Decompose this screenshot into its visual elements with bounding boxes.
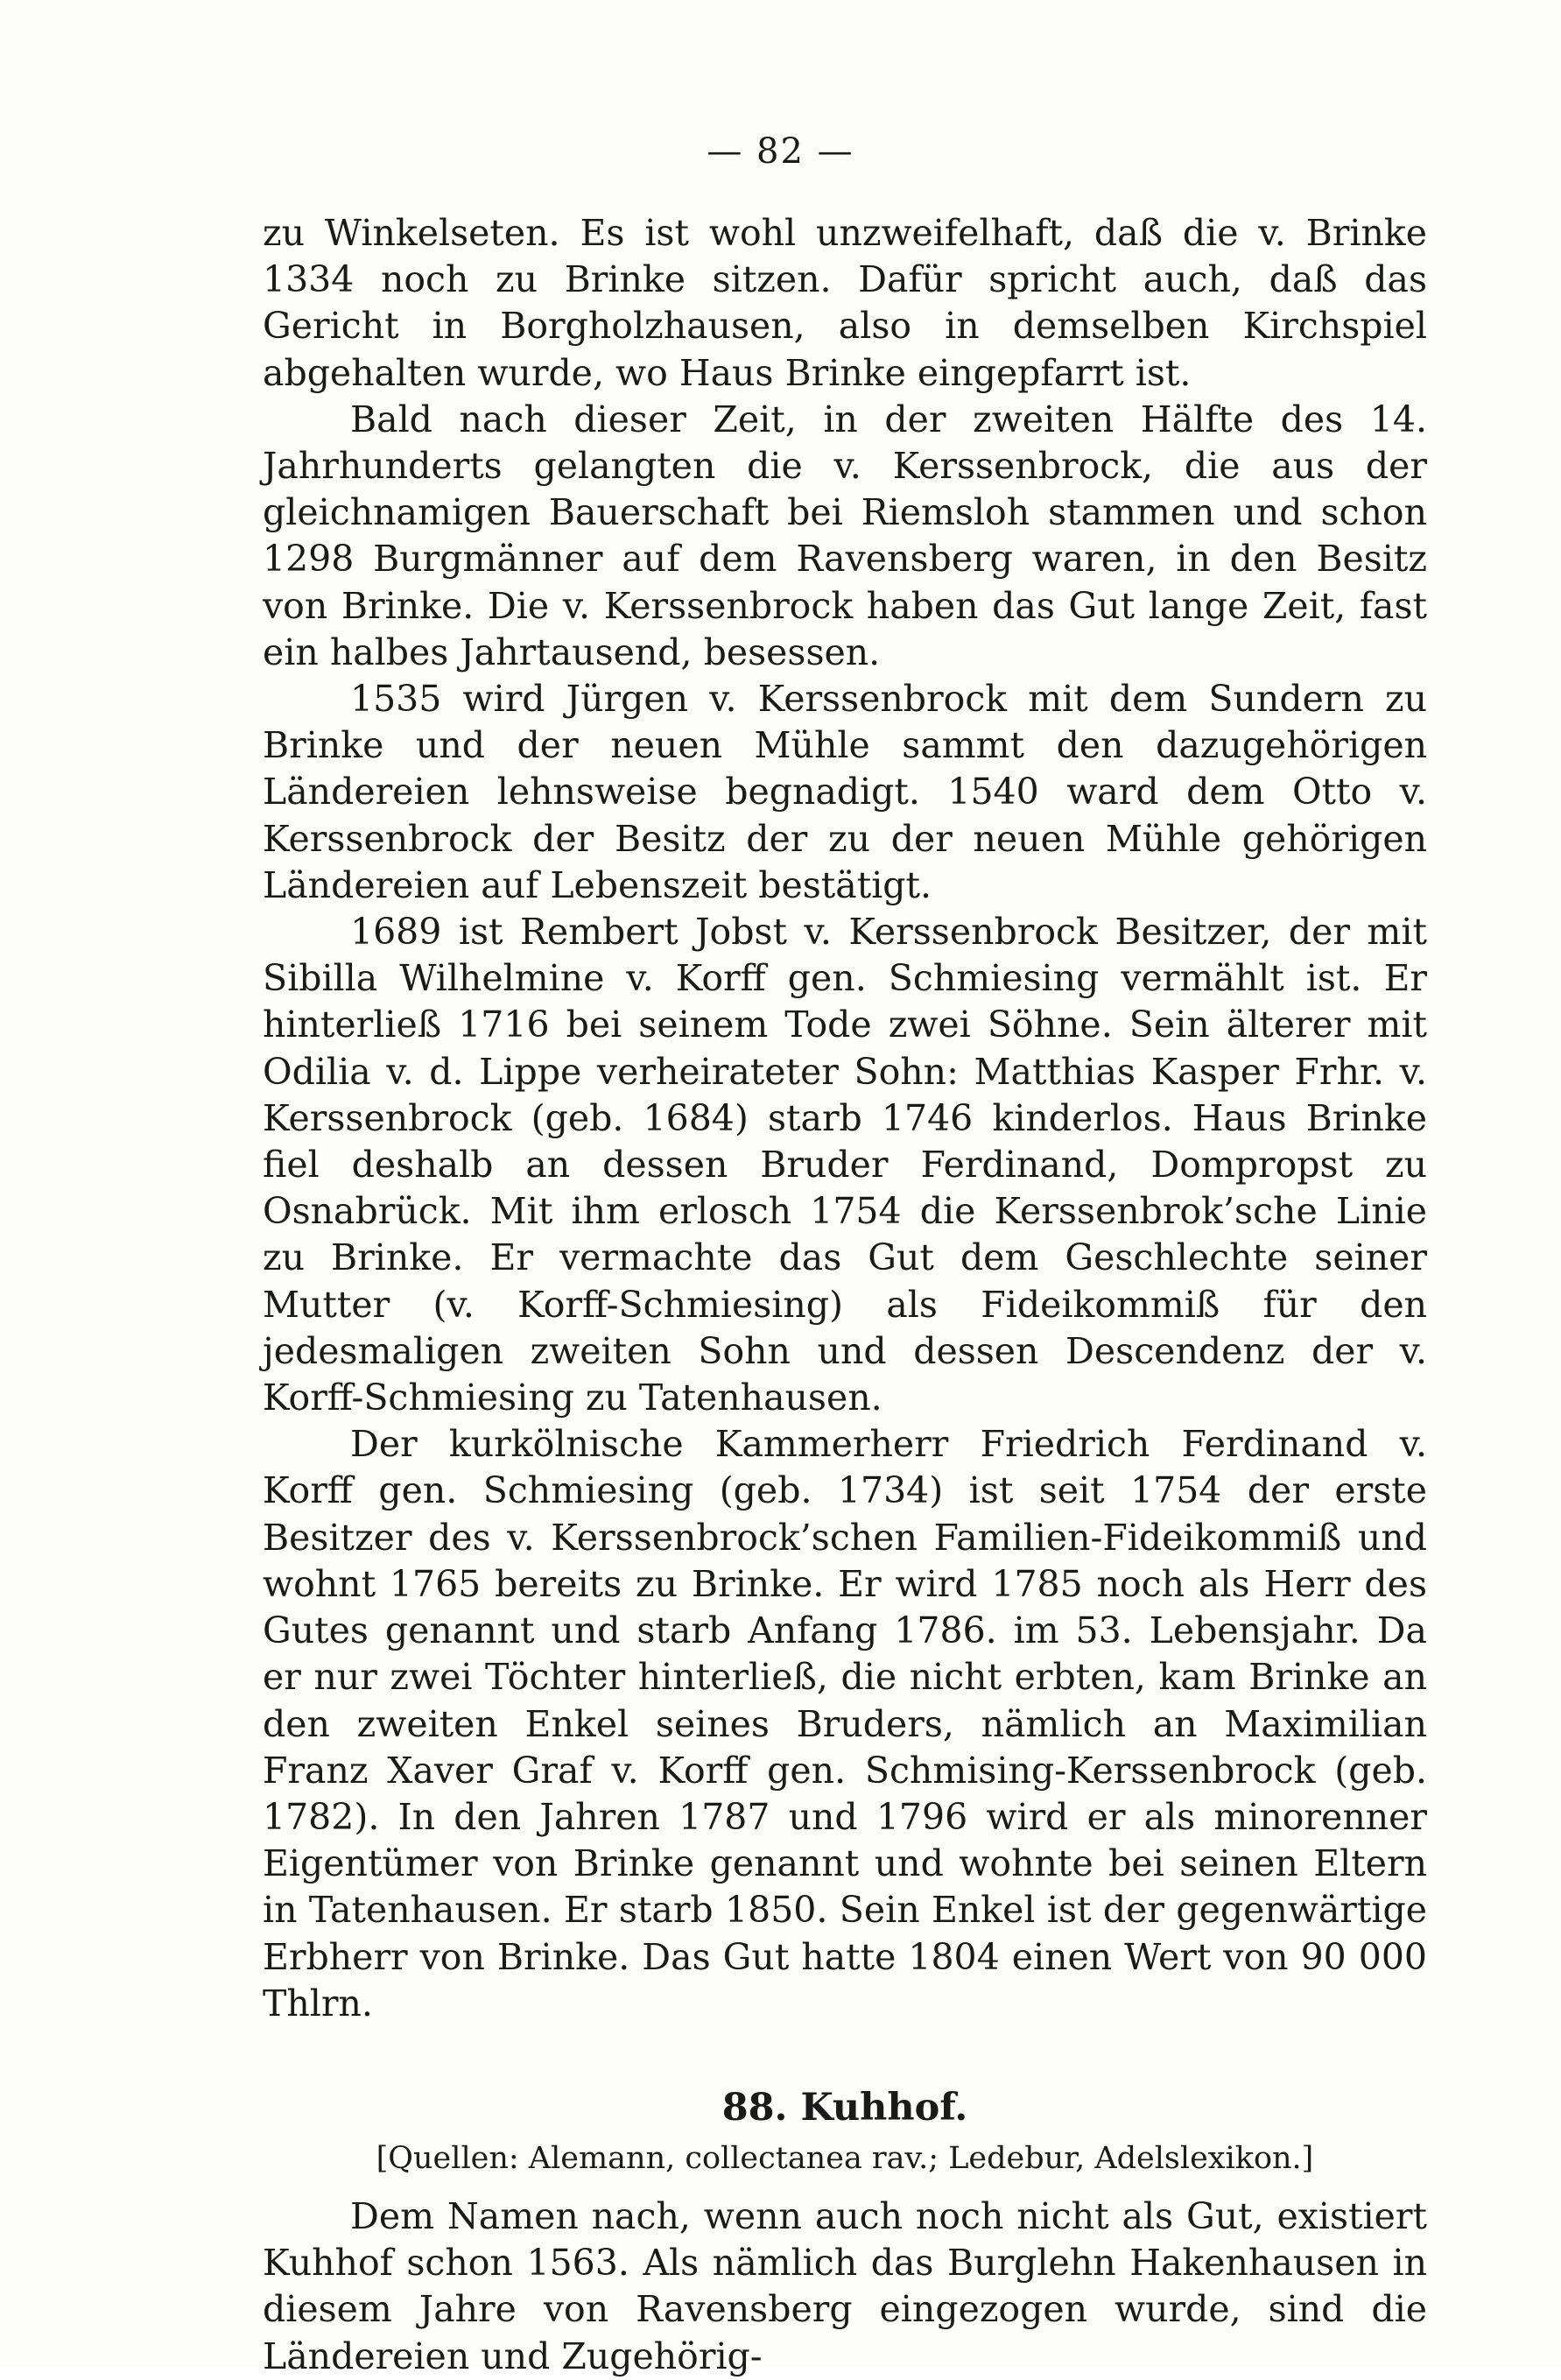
body-text — [263, 210, 1427, 2380]
section-sources: [Quellen: Alemann, collectanea rav.; Ledebur, Adelslexikon.] — [376, 2140, 1314, 2176]
section-heading: 88. Kuhhof. — [721, 2085, 968, 2130]
paragraph: 1535 wird Jürgen v. Kerssenbrock mit dem Sundern zu Brinke und der neuen Mühle sammt den dazugehörigen Ländereien lehnsweise begnadigt. 1540 ward dem Otto v. Kerssenbrock der Besitz der zu der neuen Mühle gehörigen Ländereien auf Lebenszeit bestätigt. — [263, 678, 1427, 906]
paragraph: Dem Namen nach, wenn auch noch nicht als Gut, existiert Kuhhof schon 1563. Als nämlich das Burglehn Hakenhausen in diesem Jahre von Ravensberg eingezogen wurde, sind die Ländereien und Zugehörig- — [263, 2194, 1427, 2377]
paragraph: Der kurkölnische Kammerherr Friedrich Ferdinand v. Korff gen. Schmiesing (geb. 1734) ist seit 1754 der erste Besitzer des v. Kerssenbrock’schen Familien-Fideikommiß und wohnt 1765 bereits zu Brinke. Er wird 1785 noch als Herr des Gutes genannt und starb Anfang 1786. im 53. Lebensjahr. Da er nur zwei Töchter hinterließ, die nicht erbten, kam Brinke an den zweiten Enkel seines Bruders, nämlich an Maximilian Franz Xaver Graf v. Korff gen. Schmising-Kerssenbrock (geb. 1782). In den Jahren 1787 und 1796 wird er als minorenner Eigentümer von Brinke genannt und wohnte bei seinen Eltern in Tatenhausen. Er starb 1850. Sein Enkel ist der gegenwärtige Erbherr von Brinke. Das Gut hatte 1804 einen Wert von 90 000 Thlrn. — [263, 1423, 1427, 2024]
paragraph: 1689 ist Rembert Jobst v. Kerssenbrock Besitzer, der mit Sibilla Wilhelmine v. Korff gen. Schmiesing vermählt ist. Er hinterließ 1716 bei seinem Tode zwei Söhne. Sein älterer mit Odilia v. d. Lippe verheirateter Sohn: Matthias Kasper Frhr. v. Kerssenbrock (geb. 1684) starb 1746 kinderlos. Haus Brinke fiel deshalb an dessen Bruder Ferdinand, Dompropst zu Osnabrück. Mit ihm erlosch 1754 die Kerssenbrok’sche Linie zu Brinke. Er vermachte das Gut dem Geschlechte seiner Mutter (v. Korff-Schmiesing) als Fideikommiß für den jedesmaligen zweiten Sohn und dessen Descendenz der v. Korff-Schmiesing zu Tatenhausen. — [263, 911, 1427, 1419]
page-number: — 82 — — [707, 131, 854, 172]
paragraph-continuation: zu Winkelseten. Es ist wohl unzweifelhaft, daß die v. Brinke 1334 noch zu Brinke sitzen. Dafür spricht auch, daß das Gericht in Borgholzhausen, also in demselben Kirchspiel abgehalten wurde, wo Haus Brinke eingepfarrt ist. — [263, 212, 1427, 394]
paragraph: Bald nach dieser Zeit, in der zweiten Hälfte des 14. Jahrhunderts gelangten die v. Kerssenbrock, die aus der gleichnamigen Bauerschaft bei Riemsloh stammen und schon 1298 Burgmänner auf dem Ravensberg waren, in den Besitz von Brinke. Die v. Kerssenbrock haben das Gut lange Zeit, fast ein halbes Jahrtausend, besessen. — [263, 398, 1427, 673]
